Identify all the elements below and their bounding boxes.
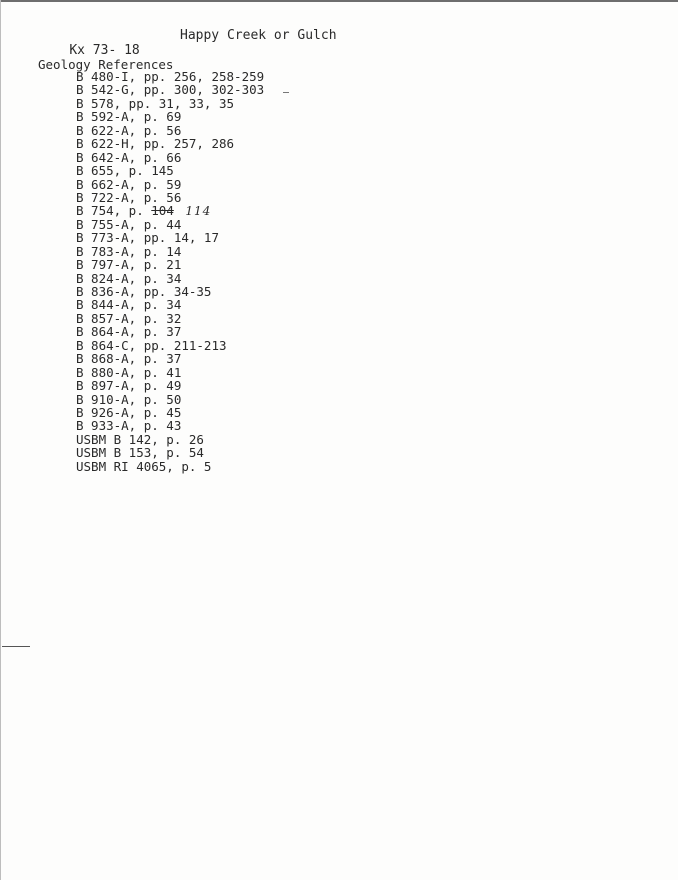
reference-item: B 797-A, p. 21 bbox=[76, 257, 182, 273]
reference-item: B 480-I, pp. 256, 258-259 bbox=[76, 69, 265, 84]
reference-item: B 864-C, pp. 211-213 bbox=[76, 337, 227, 353]
reference-item: USBM B 153, p. 54 bbox=[76, 445, 204, 461]
reference-item: B 824-A, p. 34 bbox=[76, 270, 182, 286]
reference-text: B 754, p. bbox=[76, 203, 144, 219]
reference-item: B 783-A, p. 14 bbox=[76, 243, 182, 259]
reference-item: USBM B 142, p. 26 bbox=[76, 431, 204, 447]
reference-item: B 836-A, pp. 34-35 bbox=[76, 284, 212, 299]
reference-item: B 642-A, p. 66 bbox=[76, 149, 182, 165]
reference-item: B 622-A, p. 56 bbox=[76, 122, 182, 138]
reference-item: B 933-A, p. 43 bbox=[76, 418, 182, 434]
section-heading: Geology References bbox=[38, 57, 174, 72]
reference-item: B 592-A, p. 69 bbox=[76, 109, 182, 125]
reference-item: B 578, pp. 31, 33, 35 bbox=[76, 95, 235, 111]
reference-item: B 622-H, pp. 257, 286 bbox=[76, 136, 235, 152]
reference-item: B 868-A, p. 37 bbox=[76, 351, 182, 367]
reference-item: B 722-A, p. 56 bbox=[76, 189, 182, 205]
card-title: Happy Creek or Gulch bbox=[180, 28, 337, 43]
card-id: Kx 73- 18 bbox=[69, 43, 140, 58]
reference-item: B 542-G, pp. 300, 302-303 bbox=[76, 82, 265, 98]
reference-item: USBM RI 4065, p. 5 bbox=[76, 458, 212, 474]
reference-item: B 655, p. 145 bbox=[76, 163, 174, 179]
reference-item: B 926-A, p. 45 bbox=[76, 404, 182, 420]
reference-item: B 910-A, p. 50 bbox=[76, 391, 182, 407]
stray-pen-mark bbox=[283, 92, 289, 93]
scan-left-edge bbox=[0, 0, 1, 880]
margin-dash-mark bbox=[2, 646, 30, 647]
reference-item: B 755-A, p. 44 bbox=[76, 216, 182, 232]
reference-item: B 864-A, p. 37 bbox=[76, 324, 182, 340]
reference-item: B 844-A, p. 34 bbox=[76, 297, 182, 313]
reference-item: B 897-A, p. 49 bbox=[76, 378, 182, 394]
reference-item: B 880-A, p. 41 bbox=[76, 364, 182, 380]
reference-item: B 857-A, p. 32 bbox=[76, 310, 182, 326]
struck-page-number: 104 bbox=[151, 203, 174, 219]
reference-list bbox=[76, 70, 264, 473]
handwritten-page-number: 114 bbox=[185, 204, 212, 219]
reference-item-corrected bbox=[76, 204, 264, 217]
reference-item: B 662-A, p. 59 bbox=[76, 176, 182, 192]
scan-top-edge bbox=[0, 0, 678, 2]
reference-item: B 773-A, pp. 14, 17 bbox=[76, 230, 219, 246]
